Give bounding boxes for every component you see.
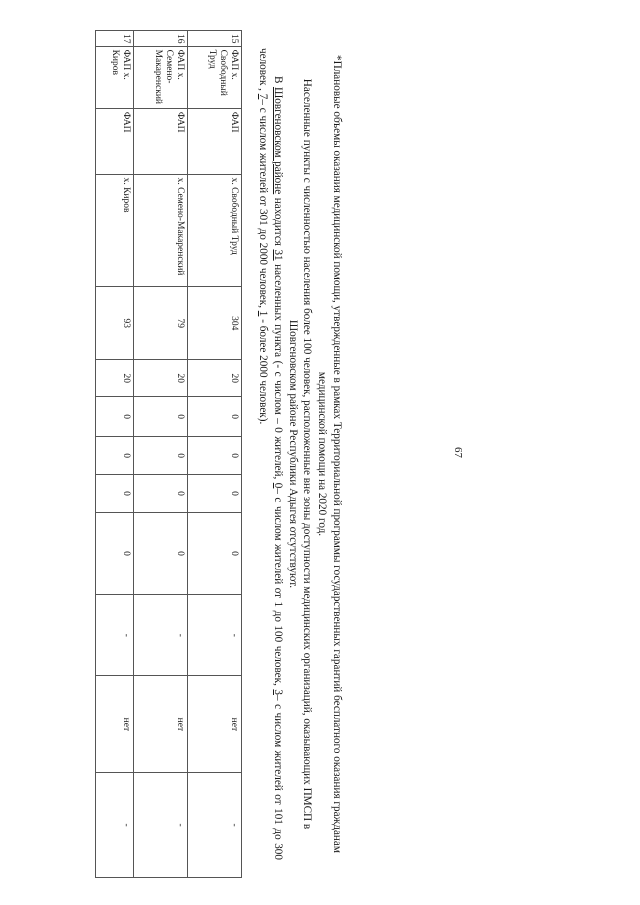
- table-cell-settlement: х. Свободный Труд: [188, 174, 242, 286]
- table-cell-v2: 0: [188, 397, 242, 437]
- table-cell-num: 15: [188, 31, 242, 47]
- table-cell-v4: 0: [96, 475, 134, 513]
- table-cell-v1: 20: [134, 360, 188, 397]
- footnote: *Плановые объемы оказания медицинской помощи, утвержденные в рамках Территориальной программы государственных гарантий бесплатного оказания гражданам медицинской помощи на 2020 год.: [316, 55, 343, 853]
- table-cell-v3: 0: [134, 437, 188, 475]
- table-cell-name: ФАП х. Киров: [96, 46, 134, 108]
- table-cell-avail: нет: [188, 676, 242, 773]
- notes-paragraph-2: В Шовгеновском районе находится 31 населенных пункта (- с числом – 0 жителей, 0– с числом жителей от 1 до 100 человек, 3– с числом жителей от 101 до 300 человек , 7– с числом жителей от 301 до 2000 человек, 1 - более 2000 человек).: [257, 48, 284, 860]
- table-row: [188, 31, 242, 878]
- table-cell-num: 16: [134, 31, 188, 47]
- table-cell-last: -: [188, 773, 242, 878]
- table-cell-v5: 0: [188, 512, 242, 594]
- table-cell-avail: нет: [134, 676, 188, 773]
- table-cell-num: 17: [96, 31, 134, 47]
- table-cell-v3: 0: [96, 437, 134, 475]
- table-cell-v4: 0: [134, 475, 188, 513]
- table-cell-avail: нет: [96, 676, 134, 773]
- table-cell-type: ФАП: [134, 108, 188, 174]
- table-cell-name: ФАП х. Свободный Труд: [188, 46, 242, 108]
- table-cell-last: -: [134, 773, 188, 878]
- table-cell-type: ФАП: [96, 108, 134, 174]
- total-settlements: 31: [271, 249, 284, 261]
- table-cell-v2: 0: [96, 397, 134, 437]
- table-cell-settlement: х. Семено-Макаренский: [134, 174, 188, 286]
- table-cell-v3: 0: [188, 437, 242, 475]
- table-cell-dash: -: [134, 595, 188, 676]
- table-cell-v4: 0: [188, 475, 242, 513]
- table-cell-dash: -: [188, 595, 242, 676]
- table-row: [96, 31, 134, 878]
- table-cell-type: ФАП: [188, 108, 242, 174]
- table-cell-dash: -: [96, 595, 134, 676]
- table-cell-last: -: [96, 773, 134, 878]
- table-cell-v5: 0: [134, 512, 188, 594]
- notes: [255, 48, 344, 860]
- table-cell-v1: 20: [188, 360, 242, 397]
- district-name: Шовгеновском районе: [271, 86, 284, 195]
- page-number: 67: [452, 447, 464, 458]
- notes-paragraph-1: Населенные пункты с численностью населения более 100 человек, расположенные вне зоны доступности медицинских организаций, оказывающих ПМСП в Шовгеновском районе Республики Адыгея отсутствуют.: [286, 78, 314, 830]
- table-row: [134, 31, 188, 878]
- table-cell-population: 79: [134, 286, 188, 359]
- table-cell-population: 93: [96, 286, 134, 359]
- table-cell-v5: 0: [96, 512, 134, 594]
- facilities-table: [95, 30, 242, 878]
- table-cell-v2: 0: [134, 397, 188, 437]
- table-cell-name: ФАП х. Семено-Макаренский: [134, 46, 188, 108]
- table-cell-v1: 20: [96, 360, 134, 397]
- table-cell-population: 304: [188, 286, 242, 359]
- table-cell-settlement: х. Киров: [96, 174, 134, 286]
